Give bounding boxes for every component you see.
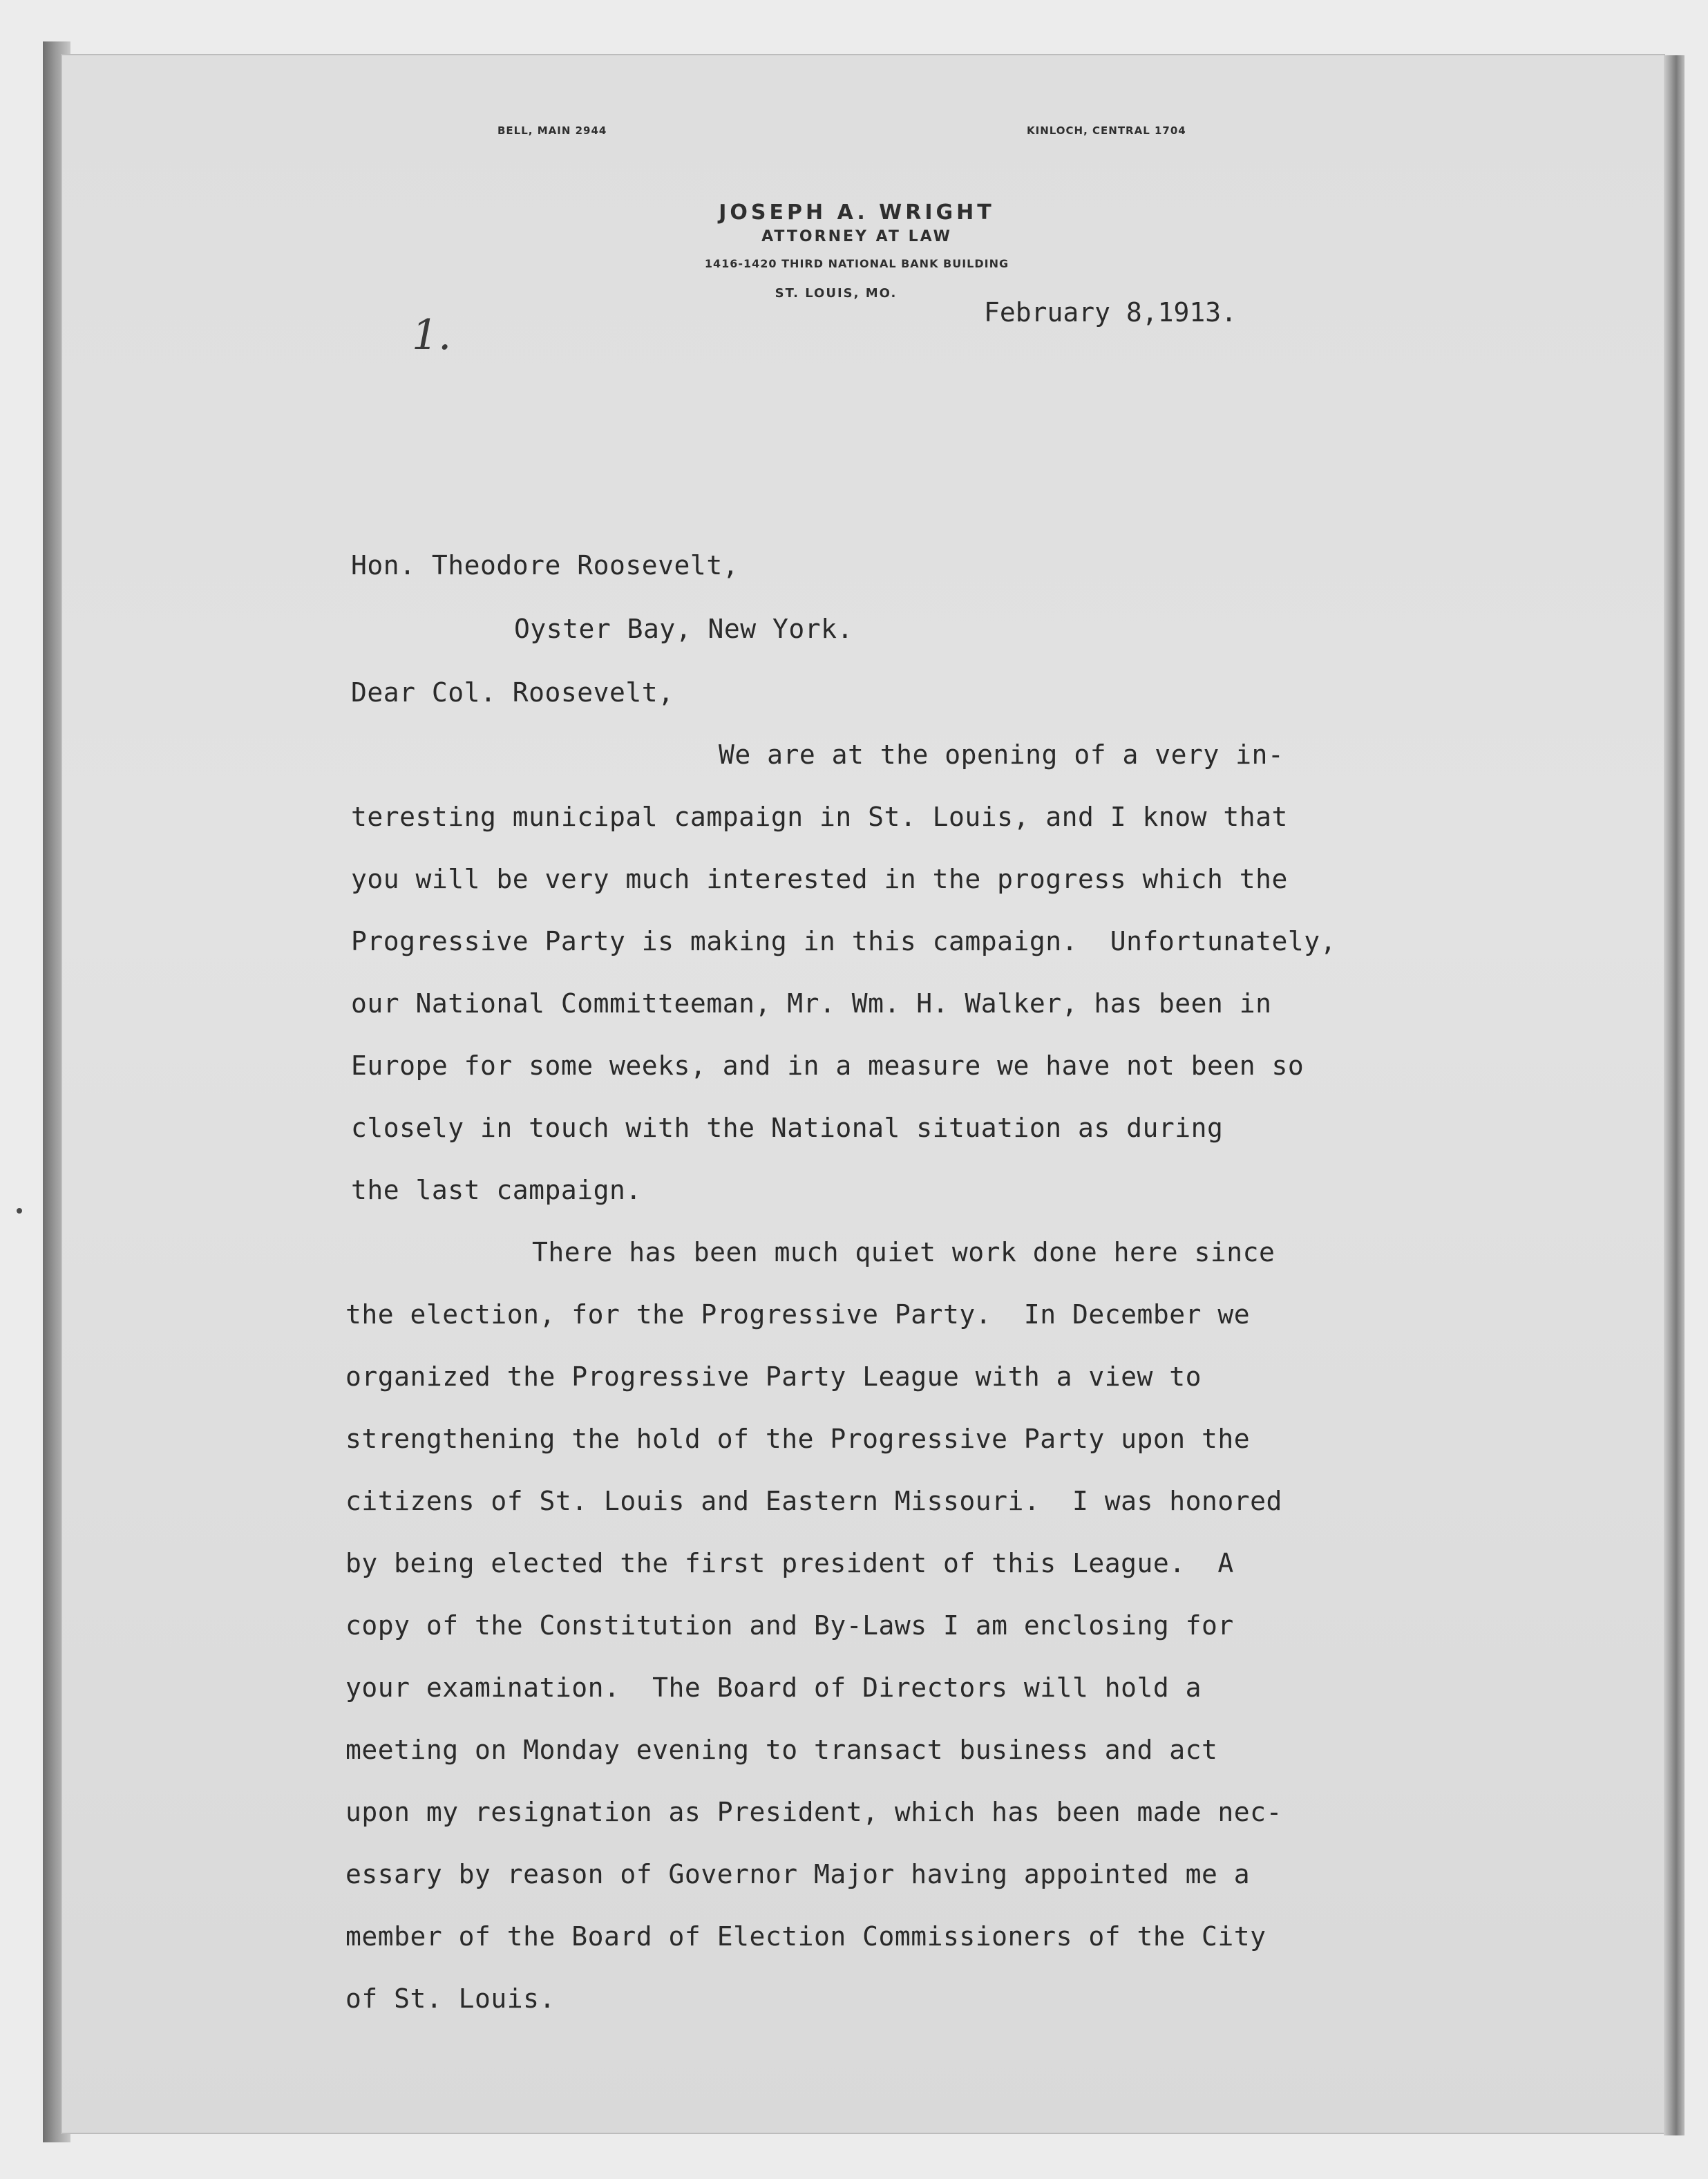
body-line: Progressive Party is making in this campaign. Unfortunately, bbox=[351, 926, 1337, 956]
body-line: strengthening the hold of the Progressive Party upon the bbox=[345, 1424, 1251, 1454]
body-line: essary by reason of Governor Major having appointed me a bbox=[345, 1859, 1251, 1889]
body-line: teresting municipal campaign in St. Louis, and I know that bbox=[351, 802, 1288, 832]
letterhead-phone-left: BELL, MAIN 2944 bbox=[497, 124, 607, 137]
body-line: copy of the Constitution and By-Laws I am enclosing for bbox=[345, 1610, 1234, 1641]
letterhead-name: JOSEPH A. WRIGHT bbox=[719, 200, 995, 225]
scan-speck bbox=[17, 1208, 22, 1214]
body-line: There has been much quiet work done here since bbox=[532, 1237, 1275, 1267]
letterhead-address: 1416-1420 THIRD NATIONAL BANK BUILDING bbox=[704, 257, 1009, 270]
body-line: We are at the opening of a very in- bbox=[719, 739, 1284, 770]
body-line: upon my resignation as President, which has been made nec- bbox=[345, 1797, 1282, 1827]
handwritten-page-mark: 1. bbox=[412, 311, 452, 359]
body-line: Europe for some weeks, and in a measure we have not been so bbox=[351, 1050, 1304, 1081]
body-line: organized the Progressive Party League with a view to bbox=[345, 1361, 1202, 1392]
recipient-address: Oyster Bay, New York. bbox=[514, 614, 853, 644]
body-line: your examination. The Board of Directors will hold a bbox=[345, 1672, 1202, 1703]
letter-date: February 8,1913. bbox=[984, 297, 1237, 328]
letterhead-title: ATTORNEY AT LAW bbox=[761, 228, 952, 245]
body-line: the election, for the Progressive Party. In December we bbox=[345, 1299, 1251, 1330]
body-line: of St. Louis. bbox=[345, 1983, 556, 2014]
body-line: closely in touch with the National situation as during bbox=[351, 1113, 1224, 1143]
body-line: member of the Board of Election Commissioners of the City bbox=[345, 1921, 1266, 1952]
letterhead-phone-right: KINLOCH, CENTRAL 1704 bbox=[1027, 124, 1186, 137]
body-line: our National Committeeman, Mr. Wm. H. Walker, has been in bbox=[351, 988, 1272, 1019]
recipient-name: Hon. Theodore Roosevelt, bbox=[351, 550, 739, 581]
body-line: citizens of St. Louis and Eastern Missouri. I was honored bbox=[345, 1486, 1282, 1516]
body-line: you will be very much interested in the progress which the bbox=[351, 864, 1288, 894]
letterhead-city: ST. LOUIS, MO. bbox=[775, 286, 898, 301]
body-line: by being elected the first president of this League. A bbox=[345, 1548, 1234, 1578]
scan-right-edge bbox=[1664, 55, 1685, 2135]
salutation: Dear Col. Roosevelt, bbox=[351, 677, 674, 708]
body-line: the last campaign. bbox=[351, 1175, 642, 1205]
body-line: meeting on Monday evening to transact business and act bbox=[345, 1735, 1218, 1765]
